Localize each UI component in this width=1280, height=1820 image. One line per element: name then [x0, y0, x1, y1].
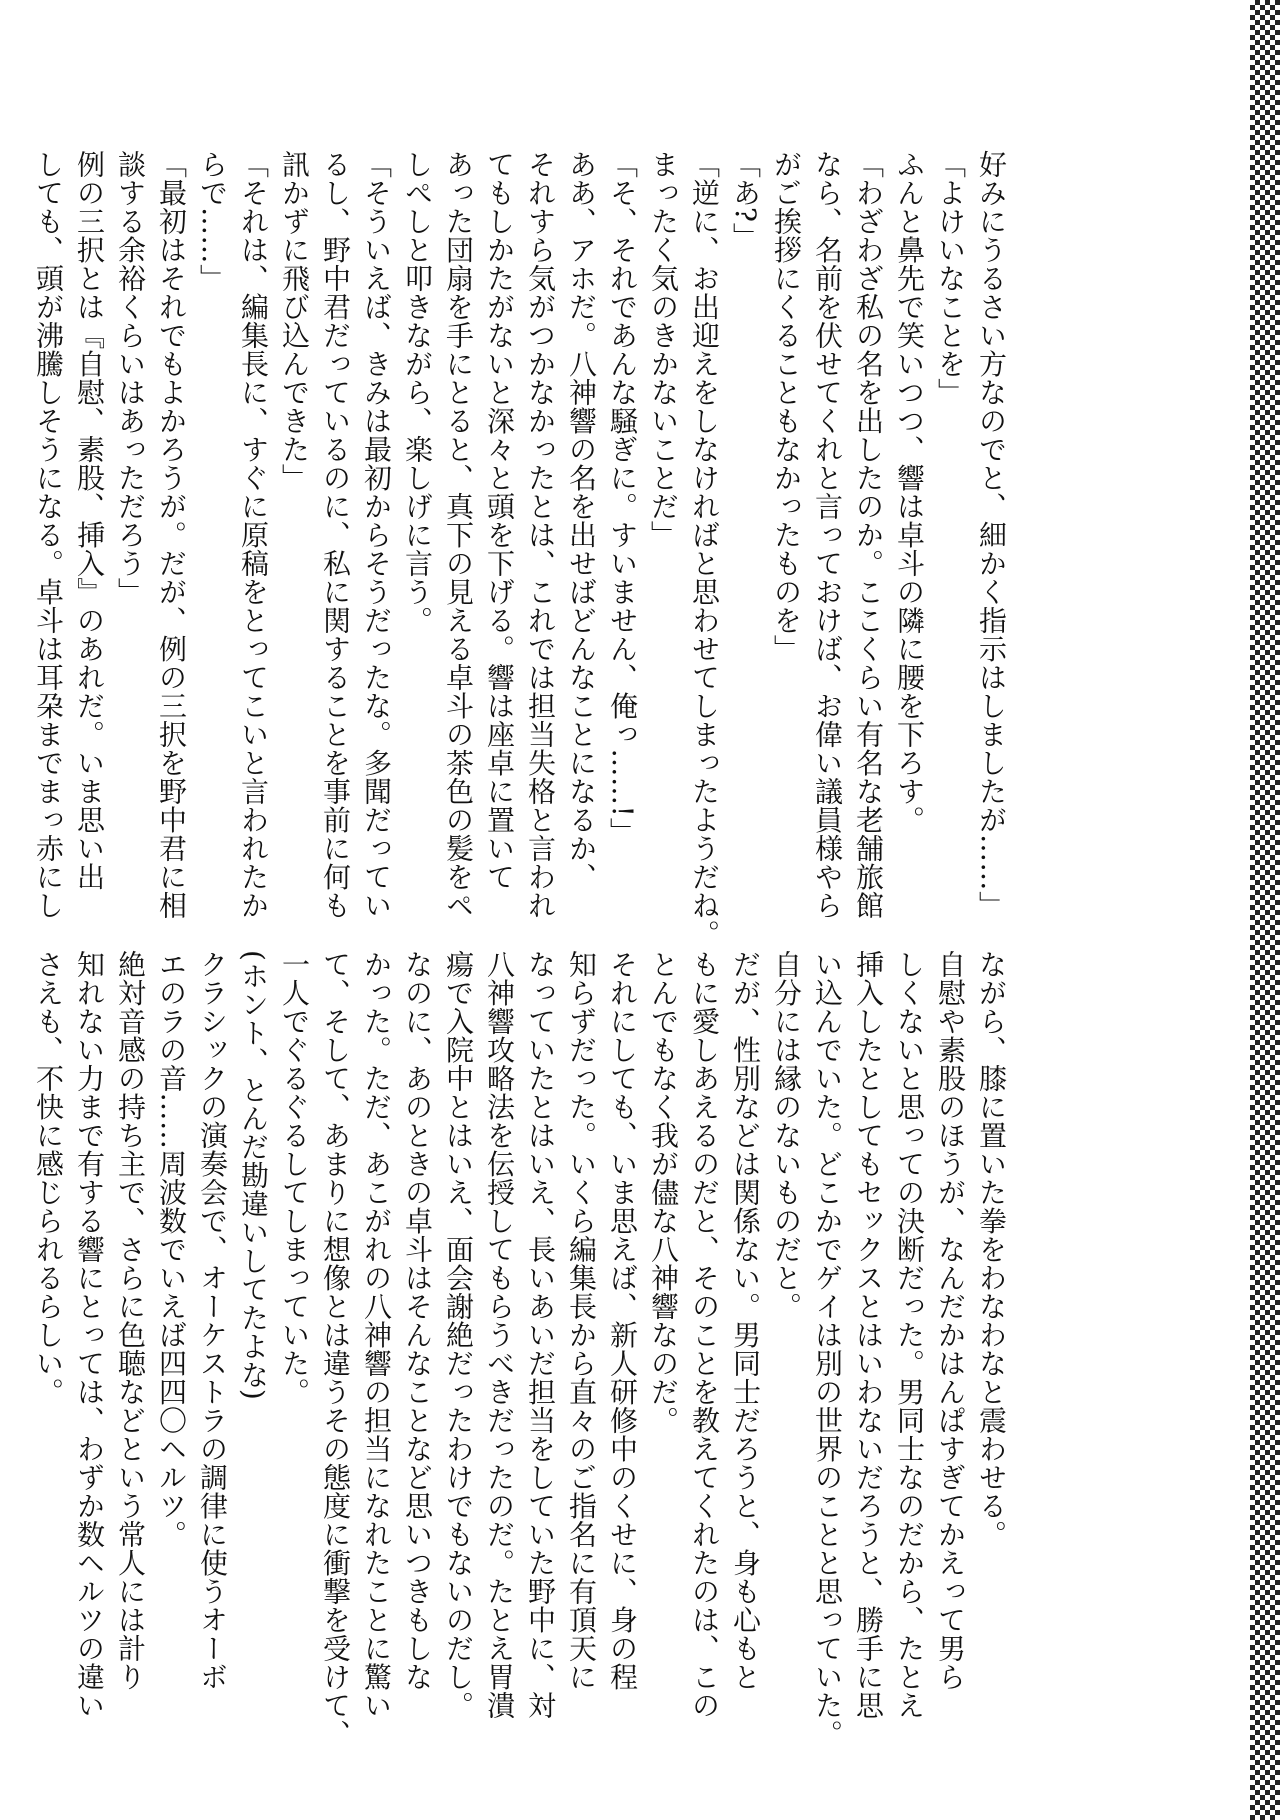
page-edge-pattern: [1250, 0, 1280, 1820]
lower-text-block: [32, 950, 1012, 1748]
text-line: なのに、あのときの卓斗はそんなことなど思いつきもしな: [401, 950, 434, 1691]
text-line: あった団扇を手にとると、真下の見える卓斗の茶色の髪をペ: [442, 150, 475, 920]
text-line: それにしても、いま思えば、新人研修中のくせに、身の程: [606, 950, 639, 1691]
text-line: クラシックの演奏会で、オーケストラの調律に使うオーボ: [196, 950, 229, 1691]
text-line: もに愛しあえるのだと、そのことを教えてくれたのは、この: [688, 950, 721, 1720]
text-line: なっていたとはいえ、長いあいだ担当をしていた野中に、対: [524, 950, 557, 1720]
text-line: 談する余裕くらいはあっただろう」: [114, 150, 147, 606]
text-line: がご挨拶にくることもなかったものを」: [770, 150, 803, 663]
text-line: 「そ、それであんな騒ぎに。すいません、俺っ……!」: [606, 150, 639, 846]
text-line: しくないと思っての決断だった。男同士なのだから、たとえ: [893, 950, 926, 1720]
text-line: 瘍で入院中とはいえ、面会謝絶だったわけでもないのだし。: [442, 950, 475, 1720]
text-line: らで……」: [196, 150, 229, 293]
text-line: ふんと鼻先で笑いつつ、響は卓斗の隣に腰を下ろす。: [893, 150, 926, 834]
text-line: だが、性別などは関係ない。男同士だろうと、身も心もと: [729, 950, 762, 1691]
text-line: るし、野中君だっているのに、私に関することを事前に何も: [319, 150, 352, 920]
text-line: 自慰や素股のほうが、なんだかはんぱすぎてかえって男ら: [934, 950, 967, 1691]
text-line: 自分には縁のないものだと。: [770, 950, 803, 1321]
upper-text-block: [32, 150, 1012, 948]
text-line: 挿入したとしてもセックスとはいわないだろうと、勝手に思: [852, 950, 885, 1720]
text-line: しぺしと叩きながら、楽しげに言う。: [401, 150, 434, 635]
text-line: 知らずだった。いくら編集長から直々のご指名に有頂天に: [565, 950, 598, 1691]
text-line: 「よけいなことを」: [934, 150, 967, 407]
text-line: なら、名前を伏せてくれと言っておけば、お偉い議員様やら: [811, 150, 844, 920]
text-line: 「わざわざ私の名を出したのか。ここくらい有名な老舗旅館: [852, 150, 885, 920]
text-line: まったく気のきかないことだ」: [647, 150, 680, 549]
text-line: ああ、アホだ。八神響の名を出せばどんなことになるか、: [565, 150, 598, 891]
text-line: 「最初はそれでもよかろうが。だが、例の三択を野中君に相: [155, 150, 188, 920]
text-line: 知れない力まで有する響にとっては、わずか数ヘルツの違い: [73, 950, 106, 1720]
text-line: ながら、膝に置いた拳をわなわなと震わせる。: [975, 950, 1008, 1549]
text-line: 「そういえば、きみは最初からそうだったな。多聞だってい: [360, 150, 393, 920]
text-line: 八神響攻略法を伝授してもらうべきだったのだ。たとえ胃潰: [483, 950, 516, 1720]
text-line: それすら気がつかなかったとは、これでは担当失格と言われ: [524, 150, 557, 920]
text-line: 「あ?」: [729, 150, 762, 252]
text-line: て、そして、あまりに想像とは違うその態度に衝撃を受けて、: [319, 950, 352, 1748]
text-line: 絶対音感の持ち主で、さらに色聴などという常人には計り: [114, 950, 147, 1691]
text-line: エのラの音……周波数でいえば四四〇ヘルツ。: [155, 950, 188, 1549]
text-line: 一人でぐるぐるしてしまっていた。: [278, 950, 311, 1406]
text-line: さえも、不快に感じられるらしい。: [32, 950, 65, 1406]
text-line: 訊かずに飛び込んできた」: [278, 150, 311, 492]
text-line: 好みにうるさい方なのでと、細かく指示はしましたが……」: [975, 150, 1008, 920]
text-line: 「それは、編集長に、すぐに原稿をとってこいと言われたか: [237, 150, 270, 920]
text-line: 「逆に、お出迎えをしなければと思わせてしまったようだね。: [688, 150, 721, 948]
text-line: (ホント、とんだ勘違いしてたよな): [237, 950, 270, 1401]
text-line: しても、頭が沸騰しそうになる。卓斗は耳朶までまっ赤にし: [32, 150, 65, 920]
text-line: とんでもなく我が儘な八神響なのだ。: [647, 950, 680, 1435]
text-line: い込んでいた。どこかでゲイは別の世界のことと思っていた。: [811, 950, 844, 1748]
text-line: てもしかたがないと深々と頭を下げる。響は座卓に置いて: [483, 150, 516, 891]
text-line: 例の三択とは『自慰、素股、挿入』のあれだ。いま思い出: [73, 150, 106, 891]
text-line: かった。ただ、あこがれの八神響の担当になれたことに驚い: [360, 950, 393, 1720]
